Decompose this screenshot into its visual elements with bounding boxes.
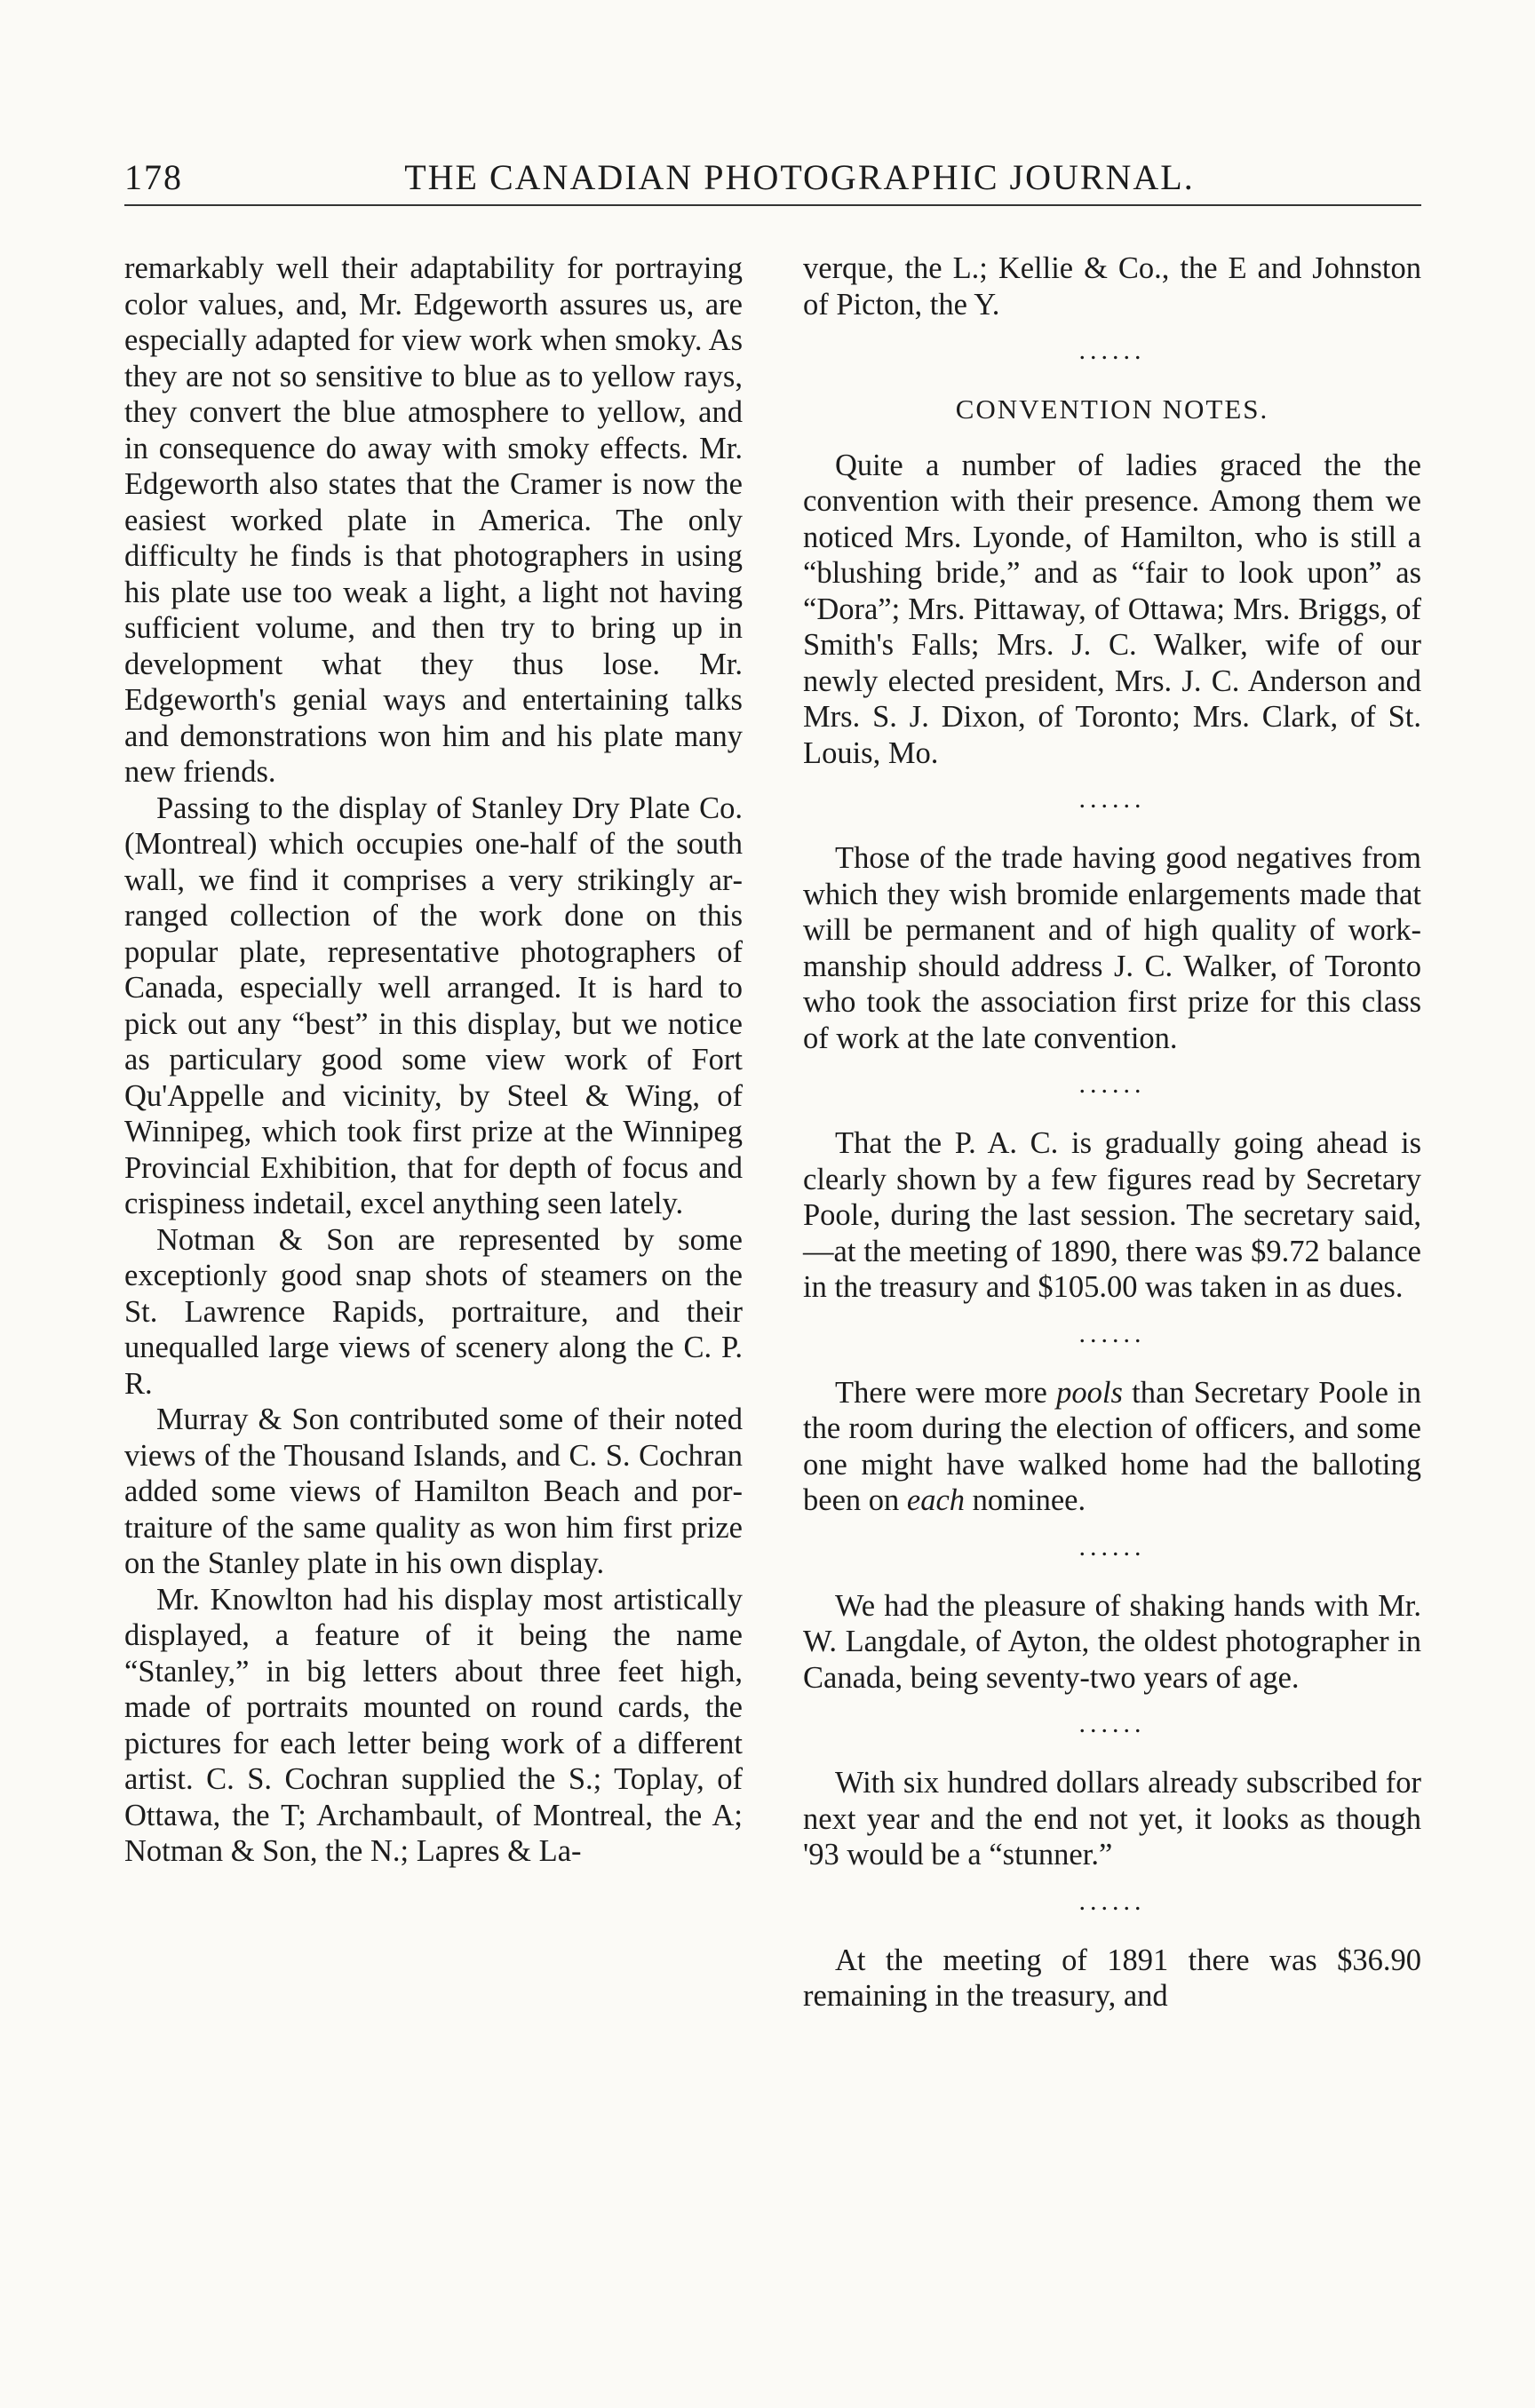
- text-columns: [124, 250, 1421, 2015]
- note-subscriptions: With six hundred dollars already subscribed for next year and the end not yet, it looks as though '93 would be a “stunner.”: [803, 1766, 1421, 1872]
- paragraph-stanley-display: Passing to the display of Stanley Dry Plate Co. (Montreal) which occupies one-half of the south wall, we find it comprises a very strikingly arranged collection of the work done on this popular plate, representative photographers of Canada, especially well arranged. It is hard to pick out any “best” in this display, but we notice as particulary good some view work of Fort Qu'Appelle and vicinity, by Steel & Wing, of Winnipeg, which took first prize at the Winnipeg Provincial Exhibition, that for depth of focus and crispiness indetail, excel anything seen lately.: [124, 791, 743, 1220]
- note-treasury-1890: That the P. A. C. is gradually going ahead is clearly shown by a few figures read by Secretary Poole, during the last session. The secretary said,—at the meeting of 1890, there was $9.72 balance in the treasury and $105.00 was taken in as dues.: [803, 1126, 1421, 1304]
- note-pools: [803, 1375, 1421, 1519]
- separator-dots: ......: [1078, 336, 1146, 365]
- note-pools-italic-pools: pools: [1056, 1375, 1123, 1410]
- running-head: [124, 151, 1421, 206]
- paragraph-knowlton: Mr. Knowlton had his display most artistically displayed, a feature of it being the name “Stanley,” in big letters about three feet high, made of portraits mounted on round cards, the pictures for each letter being work of a different artist. C. S. Cochran supplied the S.; Toplay, of Ottawa, the T; Archambault, of Montreal, the A; Notman & Son, the N.; Lapres & La-: [124, 1582, 743, 1868]
- separator-dots: ......: [1078, 1531, 1146, 1562]
- note-treasury-1891: At the meeting of 1891 there was $36.90 remaining in the treasury, and: [803, 1943, 1421, 2013]
- paragraph-notman: Notman & Son are represented by some exceptionly good snap shots of steamers on the St. Lawrence Rapids, portraiture, and their unequalled large views of scenery along the C. P. R.: [124, 1222, 743, 1401]
- note-pools-text-3: nominee.: [965, 1483, 1086, 1517]
- right-column: [803, 250, 1421, 2015]
- separator-dots: ......: [1078, 1318, 1146, 1348]
- separator-dots: ......: [1078, 1069, 1146, 1099]
- journal-title: THE CANADIAN PHOTOGRAPHIC JOURNAL.: [404, 157, 1195, 197]
- note-langdale: We had the pleasure of shaking hands with Mr. W. Langdale, of Ayton, the oldest photographer in Canada, being seventy-two years of age.: [803, 1588, 1421, 1695]
- note-pools-text-1: There were more: [835, 1375, 1057, 1410]
- paragraph-murray: Murray & Son contributed some of their noted views of the Thousand Islands, and C. S. Cochran added some views of Hamilton Beach and portraiture of the same quality as won him first prize on the Stanley plate in his own display.: [124, 1403, 743, 1580]
- paragraph-continuation: verque, the L.; Kellie & Co., the E and Johnston of Picton, the Y.: [803, 251, 1421, 322]
- separator-dots: ......: [1078, 1886, 1146, 1916]
- page-number: 178: [124, 157, 183, 197]
- separator-dots: ......: [1078, 784, 1146, 814]
- note-ladies: Quite a number of ladies graced the the convention with their presence. Among them we noticed Mrs. Lyonde, of Hamilton, who is still a “blushing bride,” and as “fair to look upon” as “Dora”; Mrs. Pittaway, of Ottawa; Mrs. Briggs, of Smith's Falls; Mrs. J. C. Walker, wife of our newly elected president, Mrs. J. C. Anderson and Mrs. S. J. Dixon, of Toronto; Mrs. Clark, of St. Louis, Mo.: [803, 448, 1421, 770]
- paragraph-continued: remarkably well their adaptability for portraying color values, and, Mr. Edgeworth assures us, are especially adapted for view work when smoky. As they are not so sensitive to blue as to yellow rays, they convert the blue atmosphere to yellow, and in consequence do away with smoky effects. Mr. Edgeworth also states that the Cramer is now the easiest worked plate in America. The only difficulty he finds is that photographers in using his plate use too weak a light, a light not having sufficient volume, and then try to bring up in development what they thus lose. Mr. Edgeworth's genial ways and entertaining talks and demonstrations won him and his plate many new friends.: [124, 251, 743, 789]
- journal-page: [124, 151, 1421, 2013]
- section-heading: CONVENTION NOTES.: [955, 393, 1269, 425]
- note-pools-text-2: than Secretary Poole in the room during the election of officers, and some one might have walked home had the balloting been on: [803, 1375, 1421, 1517]
- left-column: [124, 250, 743, 2015]
- note-enlargements: Those of the trade having good negatives from which they wish bromide enlargements made that will be permanent and of high quality of workmanship should address J. C. Walker, of Toronto who took the association first prize for this class of work at the late convention.: [803, 841, 1421, 1055]
- separator-dots: ......: [1078, 1709, 1146, 1738]
- note-pools-italic-each: each: [906, 1483, 966, 1517]
